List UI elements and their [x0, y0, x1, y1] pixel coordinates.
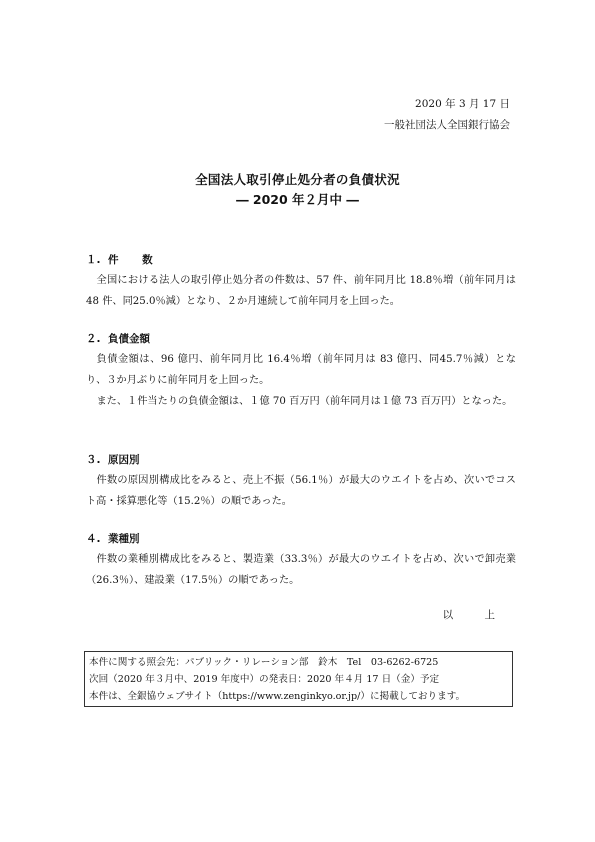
- section-heading: [86, 450, 516, 470]
- publication-date: 2020 年 3 月 17 日: [415, 98, 510, 110]
- next-release-date: 次回（2020 年３月中、2019 年度中）の発表日：2020 年４月 17 日（金）予定: [89, 674, 440, 685]
- document-title: 全国法人取引停止処分者の負債状況: [195, 172, 400, 187]
- contact-box: [84, 651, 513, 707]
- website-notice: 本件は、全銀協ウェブサイト（https://www.zenginkyo.or.jp/）に掲載しております。: [89, 691, 466, 702]
- section-cause: [86, 450, 516, 512]
- section-paragraph: 全国における法人の取引停止処分者の件数は、57 件、前年同月比 18.8％増（前年同月は 48 件、同25.0％減）となり、２か月連続して前年同月を上回った。: [86, 275, 516, 307]
- section-title: 原因別: [108, 454, 140, 466]
- section-heading: [86, 329, 516, 349]
- section-title: 負債金額: [108, 333, 150, 345]
- publisher-organization: 一般社団法人全国銀行協会: [384, 119, 510, 131]
- contact-inquiry: 本件に関する照会先：パブリック・リレーション部 鈴木 Tel 03-6262-6725: [89, 657, 439, 668]
- section-title: 業種別: [108, 533, 140, 545]
- section-heading: [86, 529, 516, 549]
- section-paragraph: 件数の業種別構成比をみると、製造業（33.3％）が最大のウエイトを占め、次いで卸売業（26.3％）、建設業（17.5％）の順であった。: [86, 554, 516, 586]
- section-title: 件 数: [108, 254, 163, 266]
- section-paragraph: 件数の原因別構成比をみると、売上不振（56.1％）が最大のウエイトを占め、次いでコスト高・採算悪化等（15.2％）の順であった。: [86, 475, 516, 507]
- section-heading: [86, 250, 516, 270]
- document-header: [384, 94, 510, 136]
- document-subtitle: ― 2020 年２月中 ―: [236, 192, 359, 207]
- section-debt-amount: [86, 329, 516, 412]
- closing-mark: 以 上: [442, 609, 509, 621]
- section-number: ２.: [86, 333, 101, 345]
- section-industry: [86, 529, 516, 591]
- section-number: ４.: [86, 533, 101, 545]
- section-paragraph: また、１件当たりの負債金額は、１億 70 百万円（前年同月は１億 73 百万円）となった。: [96, 396, 513, 407]
- section-number: １.: [86, 254, 101, 266]
- section-count: [86, 250, 516, 312]
- section-paragraph: 負債金額は、96 億円、前年同月比 16.4％増（前年同月は 83 億円、同45.7％減）となり、３か月ぶりに前年同月を上回った。: [86, 354, 516, 386]
- document-title-block: [0, 170, 595, 210]
- section-number: ３.: [86, 454, 101, 466]
